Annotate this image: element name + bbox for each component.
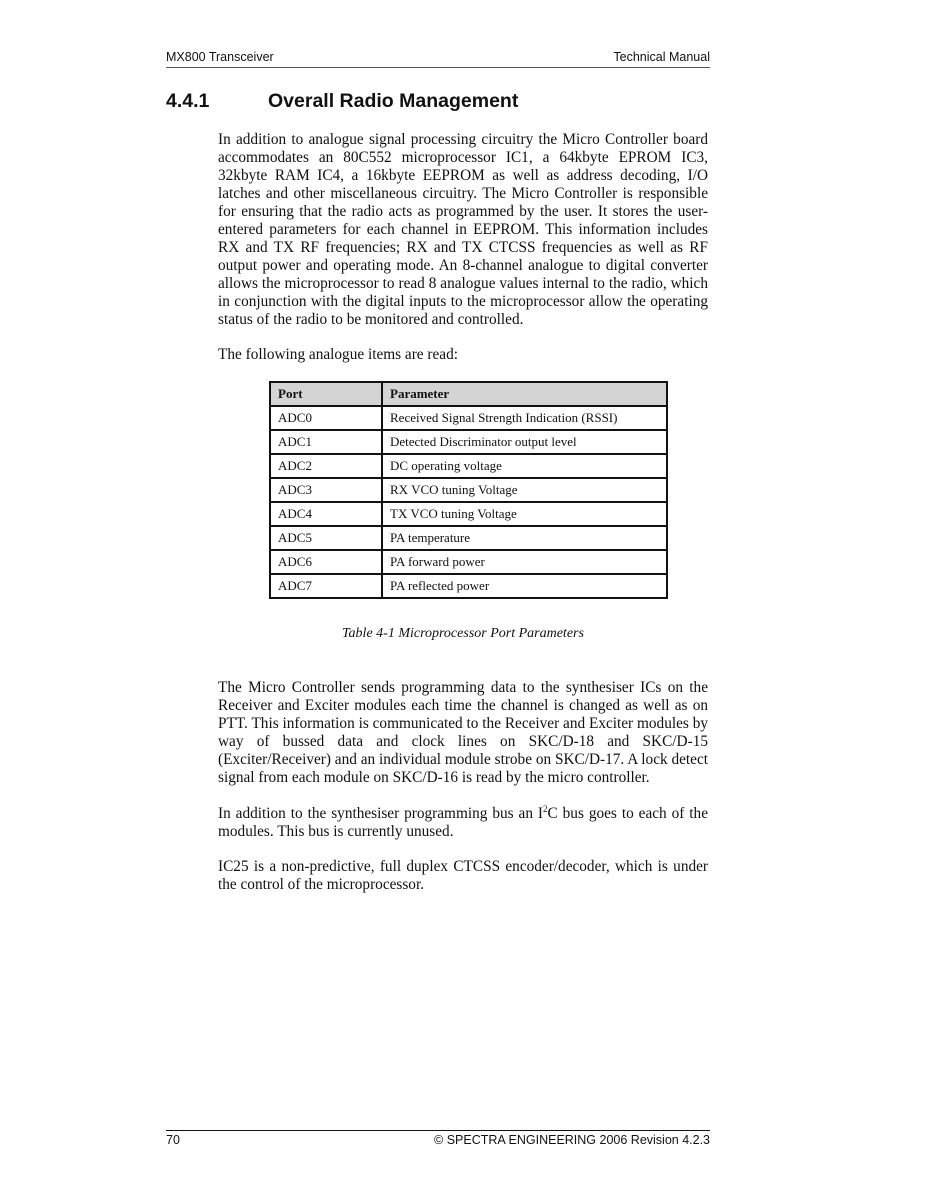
table-row [270, 526, 667, 550]
table-row [270, 574, 667, 598]
port-cell: ADC1 [270, 430, 382, 454]
table-row [270, 478, 667, 502]
page-header [166, 50, 710, 68]
table-row [270, 502, 667, 526]
paragraph-analogue-items: The following analogue items are read: [218, 346, 458, 363]
column-header: Parameter [382, 382, 667, 406]
parameter-cell: PA forward power [382, 550, 667, 574]
footer-copyright: © SPECTRA ENGINEERING 2006 Revision 4.2.3 [434, 1133, 710, 1147]
table-header-row [270, 382, 667, 406]
parameter-cell: Received Signal Strength Indication (RSSI) [382, 406, 667, 430]
table-row [270, 550, 667, 574]
port-cell: ADC5 [270, 526, 382, 550]
paragraph-ctcss: IC25 is a non-predictive, full duplex CTCSS encoder/decoder, which is under the control of the microprocessor. [218, 858, 708, 893]
i2c-superscript: 2 [543, 803, 548, 814]
paragraph-i2c-bus [218, 805, 708, 841]
port-cell: ADC4 [270, 502, 382, 526]
port-cell: ADC0 [270, 406, 382, 430]
parameter-cell: RX VCO tuning Voltage [382, 478, 667, 502]
table-caption: Table 4-1 Microprocessor Port Parameters [342, 626, 584, 641]
parameter-cell: TX VCO tuning Voltage [382, 502, 667, 526]
paragraph-programming: The Micro Controller sends programming data to the synthesiser ICs on the Receiver and Exciter modules each time the channel is changed as well as on PTT. This information is communicated to the Receiver and Exciter modules by way of bussed data and clock lines on SKC/D-18 and SKC/D-15 (Exciter/Receiver) and an individual module strobe on SKC/D-17. A lock detect signal from each module on SKC/D-16 is read by the micro controller. [218, 679, 708, 786]
column-header: Port [270, 382, 382, 406]
header-doc-name: MX800 Transceiver [166, 50, 274, 64]
header-doc-type: Technical Manual [613, 50, 710, 64]
page-number: 70 [166, 1133, 180, 1147]
table-row [270, 406, 667, 430]
paragraph-intro: In addition to analogue signal processing circuitry the Micro Controller board accommodates an 80C552 microprocessor IC1, a 64kbyte EPROM IC3, 32kbyte RAM IC4, a 16kbyte EEPROM as well as address decoding, I/O latches and other miscellaneous circuitry. The Micro Controller is responsible for ensuring that the radio acts as programmed by the user. It stores the user-entered parameters for each channel in EEPROM. This information includes RX and TX RF frequencies; RX and TX CTCSS frequencies as well as RF output power and operating mode. An 8-channel analogue to digital converter allows the microprocessor to read 8 analogue values internal to the radio, which in conjunction with the digital inputs to the microprocessor allow the operating status of the radio to be monitored and controlled. [218, 131, 708, 328]
table-row [270, 454, 667, 478]
page-footer [166, 1130, 710, 1147]
parameter-cell: Detected Discriminator output level [382, 430, 667, 454]
port-cell: ADC3 [270, 478, 382, 502]
port-parameter-table [269, 381, 668, 599]
parameter-cell: PA reflected power [382, 574, 667, 598]
section-number: 4.4.1 [166, 90, 210, 112]
port-cell: ADC7 [270, 574, 382, 598]
section-title: Overall Radio Management [268, 90, 519, 112]
port-cell: ADC6 [270, 550, 382, 574]
section-heading [166, 90, 518, 113]
table-row [270, 430, 667, 454]
port-cell: ADC2 [270, 454, 382, 478]
i2c-text-start: In addition to the synthesiser programming bus an I [218, 805, 544, 822]
i2c-text-end: C bus goes to each of the modules. This bus is currently unused. [218, 805, 708, 840]
parameter-cell: DC operating voltage [382, 454, 667, 478]
parameter-cell: PA temperature [382, 526, 667, 550]
